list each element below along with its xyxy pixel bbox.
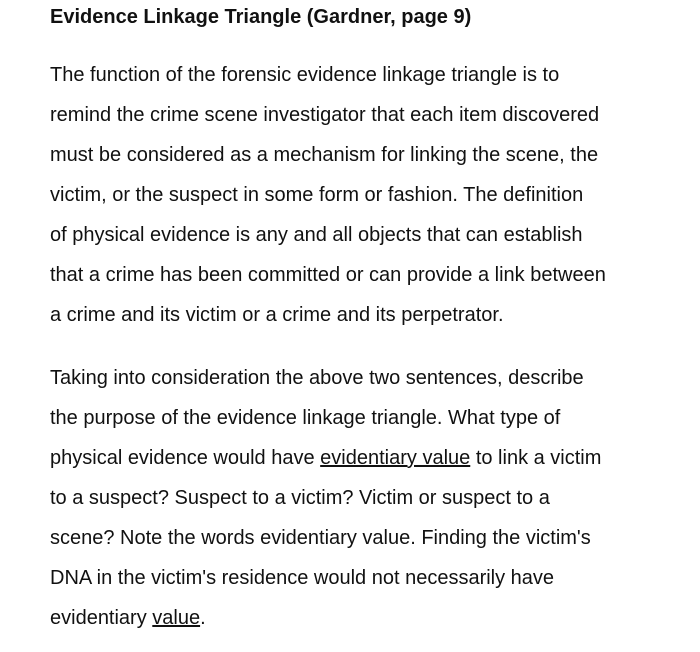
- document-title: Evidence Linkage Triangle (Gardner, page 9): [50, 6, 472, 28]
- paragraph2-line-6: DNA in the victim's residence would not necessarily have: [50, 567, 555, 589]
- paragraph2-line-3-start: physical evidence would have: [50, 447, 321, 469]
- paragraph-evidence-linkage-function: [50, 55, 606, 335]
- paragraph2-line-4: to a suspect? Suspect to a victim? Victim or suspect to a: [50, 487, 550, 509]
- paragraph-question-prompt: [50, 358, 601, 638]
- paragraph2-line-2: the purpose of the evidence linkage triangle. What type of: [50, 407, 561, 429]
- paragraph2-line-7: [50, 598, 601, 638]
- paragraph1-line-6: that a crime has been committed or can provide a link between: [50, 264, 606, 286]
- paragraph1-line-4: victim, or the suspect in some form or fashion. The definition: [50, 184, 584, 206]
- paragraph1-line-7: a crime and its victim or a crime and its perpetrator.: [50, 304, 504, 326]
- paragraph2-line-3-end: to link a victim: [470, 447, 602, 469]
- underlined-value: value: [152, 607, 201, 629]
- paragraph2-line-1: Taking into consideration the above two sentences, describe: [50, 367, 584, 389]
- paragraph2-line-3: [50, 438, 601, 478]
- underlined-evidentiary-value: evidentiary value: [320, 447, 471, 469]
- paragraph1-line-5: of physical evidence is any and all objects that can establish: [50, 224, 583, 246]
- paragraph1-line-2: remind the crime scene investigator that each item discovered: [50, 104, 600, 126]
- paragraph1-line-3: must be considered as a mechanism for linking the scene, the: [50, 144, 599, 166]
- paragraph1-line-1: The function of the forensic evidence linkage triangle is to: [50, 64, 560, 86]
- paragraph2-line-7-end: .: [200, 607, 206, 629]
- paragraph2-line-7-start: evidentiary: [50, 607, 153, 629]
- paragraph2-line-5: scene? Note the words evidentiary value. Finding the victim's: [50, 527, 591, 549]
